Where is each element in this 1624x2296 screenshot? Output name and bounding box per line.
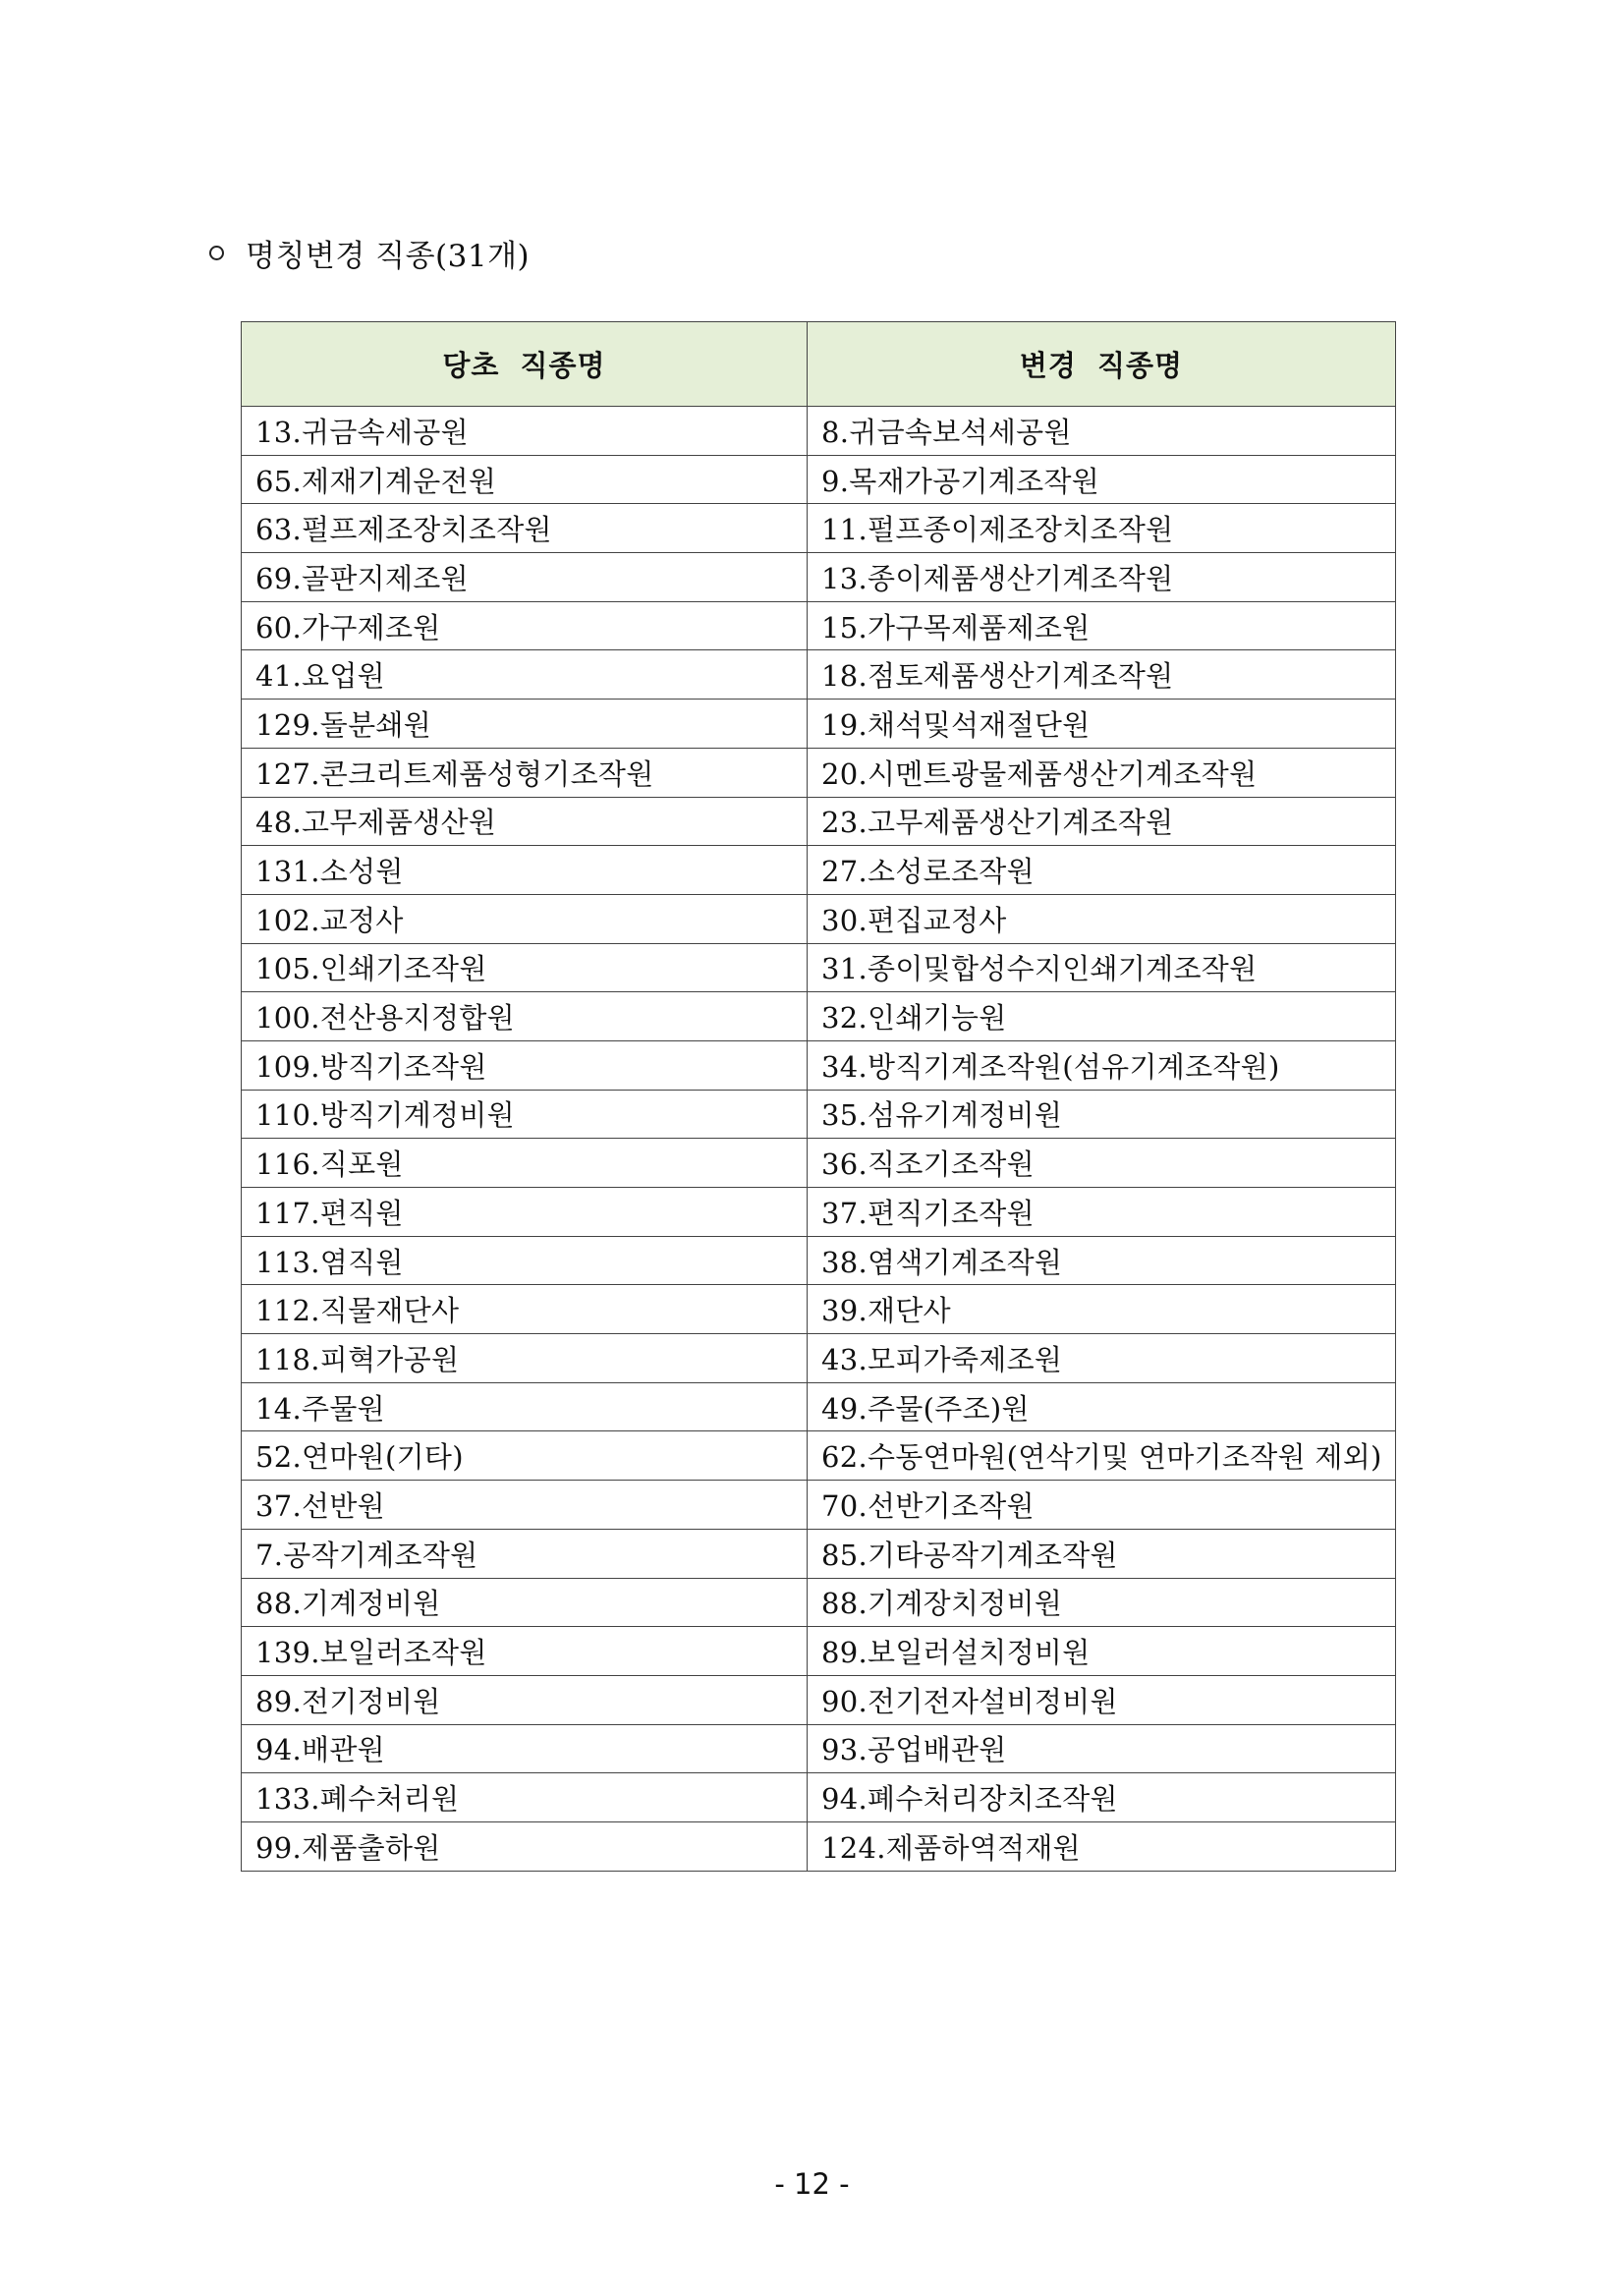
changed-job-name-cell: 35.섬유기계정비원 <box>808 1090 1396 1139</box>
section-heading-text: 명칭변경 직종(31개) <box>246 238 531 274</box>
changed-job-name-cell: 70.선반기조작원 <box>808 1481 1396 1530</box>
changed-job-name-cell: 88.기계장치정비원 <box>808 1578 1396 1627</box>
original-job-name-cell: 60.가구제조원 <box>242 601 808 650</box>
table-row <box>242 407 1396 456</box>
changed-job-name-cell: 13.종이제품생산기계조작원 <box>808 553 1396 602</box>
changed-job-name-cell: 20.시멘트광물제품생산기계조작원 <box>808 748 1396 797</box>
table-row <box>242 1236 1396 1285</box>
table-row <box>242 455 1396 504</box>
original-job-name-cell: 89.전기정비원 <box>242 1675 808 1724</box>
original-job-name-cell: 7.공작기계조작원 <box>242 1529 808 1578</box>
original-job-name-cell: 116.직포원 <box>242 1139 808 1188</box>
table-row <box>242 650 1396 700</box>
changed-job-name-cell: 31.종이및합성수지인쇄기계조작원 <box>808 943 1396 992</box>
page-number: - 12 - <box>774 2167 850 2201</box>
original-job-name-cell: 112.직물재단사 <box>242 1285 808 1334</box>
changed-job-name-cell: 15.가구목제품제조원 <box>808 601 1396 650</box>
original-job-name-cell: 127.콘크리트제품성형기조작원 <box>242 748 808 797</box>
original-job-name-cell: 99.제품출하원 <box>242 1821 808 1871</box>
table-row <box>242 1040 1396 1090</box>
original-job-name-cell: 63.펄프제조장치조작원 <box>242 504 808 553</box>
table-row <box>242 1578 1396 1627</box>
changed-job-name-cell: 9.목재가공기계조작원 <box>808 455 1396 504</box>
changed-job-name-cell: 85.기타공작기계조작원 <box>808 1529 1396 1578</box>
original-job-name-cell: 129.돌분쇄원 <box>242 700 808 749</box>
changed-job-name-cell: 23.고무제품생산기계조작원 <box>808 797 1396 846</box>
original-job-name-cell: 65.제재기계운전원 <box>242 455 808 504</box>
table-row <box>242 846 1396 895</box>
table-row <box>242 748 1396 797</box>
table-body <box>242 407 1396 1872</box>
changed-job-name-cell: 38.염색기계조작원 <box>808 1236 1396 1285</box>
original-job-name-cell: 94.배관원 <box>242 1724 808 1773</box>
original-job-name-cell: 118.피혁가공원 <box>242 1334 808 1383</box>
changed-job-name-cell: 43.모피가죽제조원 <box>808 1334 1396 1383</box>
changed-job-name-cell: 124.제품하역적재원 <box>808 1821 1396 1871</box>
column-header-original: 당초 직종명 <box>242 322 808 407</box>
changed-job-name-cell: 19.채석및석재절단원 <box>808 700 1396 749</box>
table-row <box>242 504 1396 553</box>
table-row <box>242 1188 1396 1237</box>
table-row <box>242 894 1396 943</box>
changed-job-name-cell: 18.점토제품생산기계조작원 <box>808 650 1396 700</box>
table-row <box>242 1431 1396 1481</box>
original-job-name-cell: 37.선반원 <box>242 1481 808 1530</box>
original-job-name-cell: 131.소성원 <box>242 846 808 895</box>
table-row <box>242 992 1396 1041</box>
changed-job-name-cell: 49.주물(주조)원 <box>808 1382 1396 1431</box>
table-row <box>242 797 1396 846</box>
table-row <box>242 1334 1396 1383</box>
original-job-name-cell: 139.보일러조작원 <box>242 1627 808 1676</box>
table-row <box>242 1773 1396 1822</box>
section-heading <box>209 228 530 277</box>
changed-job-name-cell: 93.공업배관원 <box>808 1724 1396 1773</box>
changed-job-name-cell: 8.귀금속보석세공원 <box>808 407 1396 456</box>
job-name-change-table <box>241 321 1396 1872</box>
table-row <box>242 1675 1396 1724</box>
table-row <box>242 1481 1396 1530</box>
original-job-name-cell: 14.주물원 <box>242 1382 808 1431</box>
table-row <box>242 1821 1396 1871</box>
table-header-row <box>242 322 1396 407</box>
changed-job-name-cell: 90.전기전자설비정비원 <box>808 1675 1396 1724</box>
changed-job-name-cell: 32.인쇄기능원 <box>808 992 1396 1041</box>
table-row <box>242 553 1396 602</box>
original-job-name-cell: 102.교정사 <box>242 894 808 943</box>
table-row <box>242 1724 1396 1773</box>
column-header-changed: 변경 직종명 <box>808 322 1396 407</box>
circle-bullet-icon <box>209 246 224 260</box>
table-row <box>242 1382 1396 1431</box>
table-row <box>242 1529 1396 1578</box>
table-row <box>242 943 1396 992</box>
changed-job-name-cell: 89.보일러설치정비원 <box>808 1627 1396 1676</box>
changed-job-name-cell: 36.직조기조작원 <box>808 1139 1396 1188</box>
original-job-name-cell: 13.귀금속세공원 <box>242 407 808 456</box>
changed-job-name-cell: 39.재단사 <box>808 1285 1396 1334</box>
changed-job-name-cell: 94.폐수처리장치조작원 <box>808 1773 1396 1822</box>
changed-job-name-cell: 11.펄프종이제조장치조작원 <box>808 504 1396 553</box>
table-row <box>242 601 1396 650</box>
original-job-name-cell: 109.방직기조작원 <box>242 1040 808 1090</box>
original-job-name-cell: 88.기계정비원 <box>242 1578 808 1627</box>
changed-job-name-cell: 30.편집교정사 <box>808 894 1396 943</box>
changed-job-name-cell: 37.편직기조작원 <box>808 1188 1396 1237</box>
table-row <box>242 1139 1396 1188</box>
changed-job-name-cell: 34.방직기계조작원(섬유기계조작원) <box>808 1040 1396 1090</box>
table-row <box>242 1090 1396 1139</box>
original-job-name-cell: 48.고무제품생산원 <box>242 797 808 846</box>
original-job-name-cell: 100.전산용지정합원 <box>242 992 808 1041</box>
original-job-name-cell: 133.폐수처리원 <box>242 1773 808 1822</box>
original-job-name-cell: 69.골판지제조원 <box>242 553 808 602</box>
table-row <box>242 1285 1396 1334</box>
original-job-name-cell: 52.연마원(기타) <box>242 1431 808 1481</box>
changed-job-name-cell: 27.소성로조작원 <box>808 846 1396 895</box>
table-row <box>242 700 1396 749</box>
original-job-name-cell: 117.편직원 <box>242 1188 808 1237</box>
changed-job-name-cell: 62.수동연마원(연삭기및 연마기조작원 제외) <box>808 1431 1396 1481</box>
original-job-name-cell: 110.방직기계정비원 <box>242 1090 808 1139</box>
original-job-name-cell: 41.요업원 <box>242 650 808 700</box>
original-job-name-cell: 113.염직원 <box>242 1236 808 1285</box>
original-job-name-cell: 105.인쇄기조작원 <box>242 943 808 992</box>
table-row <box>242 1627 1396 1676</box>
